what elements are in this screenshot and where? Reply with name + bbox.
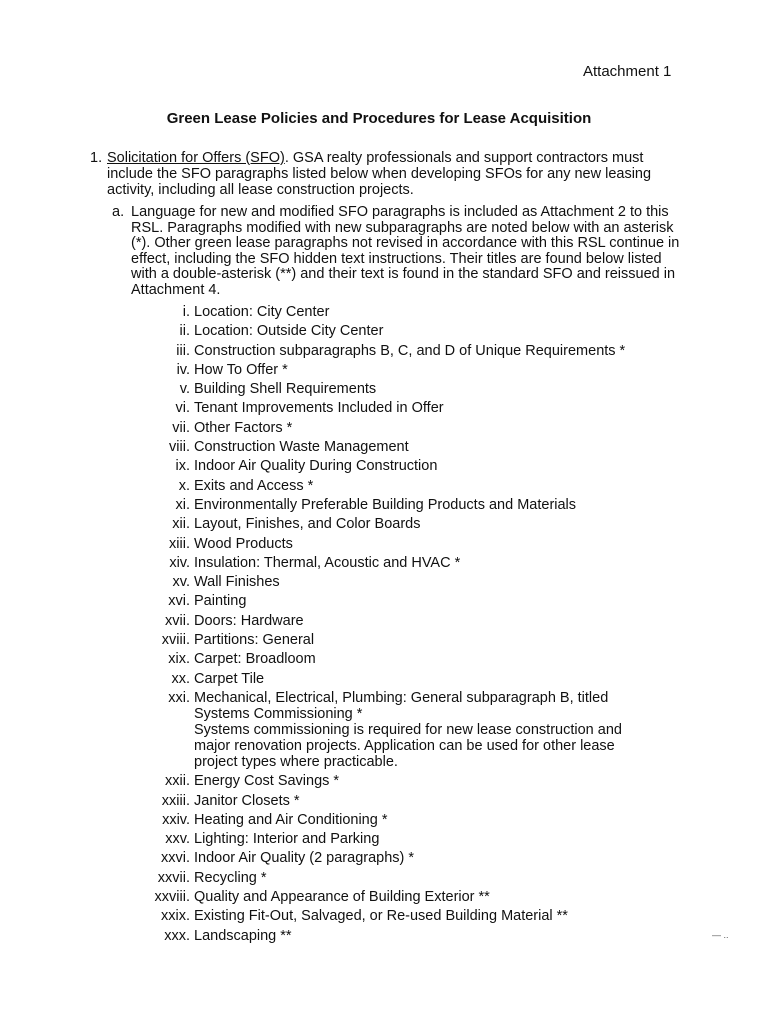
list-item-numeral: viii.: [169, 439, 190, 456]
list-item: [0, 343, 770, 359]
list-item-numeral: xv.: [172, 574, 190, 591]
list-item-numeral: iv.: [176, 361, 190, 378]
list-item-numeral: xxvii.: [157, 869, 190, 886]
list-item-numeral: x.: [178, 477, 190, 494]
list-item: [0, 793, 770, 809]
list-item: [0, 439, 770, 455]
list-item-text: Location: City Center: [194, 304, 330, 320]
list-item: [0, 850, 770, 866]
list-item: [0, 870, 770, 886]
list-item: [0, 555, 770, 571]
list-item-numeral: xviii.: [161, 632, 190, 649]
list-item-numeral: ix.: [175, 458, 190, 475]
list-item-text: Location: Outside City Center: [194, 323, 384, 340]
list-item-numeral: vi.: [175, 400, 190, 417]
list-item-text: Carpet Tile: [194, 670, 265, 687]
list-item-numeral: xvii.: [165, 612, 190, 629]
list-item: [0, 362, 770, 378]
list-item: [0, 613, 770, 629]
list-item: [0, 889, 770, 905]
list-item-text: Doors: Hardware: [194, 612, 304, 629]
list-item: [0, 420, 770, 436]
list-item-text: Lighting: Interior and Parking: [194, 831, 380, 848]
list-item-numeral: i.: [182, 304, 190, 320]
list-item: [0, 516, 770, 532]
list-item-numeral: xxx.: [164, 927, 190, 944]
list-item: [0, 400, 770, 416]
list-item-text: Landscaping **: [194, 927, 292, 944]
list-item: [0, 831, 770, 847]
list-item: [0, 536, 770, 552]
list-item-text: Heating and Air Conditioning *: [194, 811, 388, 828]
list-item-numeral: xii.: [172, 516, 190, 533]
list-item-text: Construction Waste Management: [194, 439, 409, 456]
section-a: [112, 205, 682, 298]
list-item-numeral: iii.: [176, 342, 190, 359]
list-item-text: Painting: [194, 593, 247, 610]
section-1: [90, 150, 690, 198]
list-item-text: Exits and Access *: [194, 477, 314, 494]
section-1-body: [107, 150, 690, 198]
list-item-text: Partitions: General: [194, 632, 315, 649]
list-item-text: Energy Cost Savings *: [194, 773, 340, 790]
list-item-text: Quality and Appearance of Building Exterior **: [194, 889, 490, 906]
list-item-numeral: xxiii.: [161, 792, 190, 809]
list-item-numeral: vii.: [172, 419, 190, 436]
list-item-numeral: xxiv.: [162, 811, 190, 828]
list-item: [0, 323, 770, 339]
list-item-text: Carpet: Broadloom: [194, 651, 316, 668]
list-item: [0, 671, 770, 687]
list-item-text: Construction subparagraphs B, C, and D of Unique Requirements *: [194, 342, 626, 359]
list-item-text: Wood Products: [194, 535, 293, 552]
scan-speck: — ..: [712, 930, 729, 940]
list-item-numeral: xvi.: [168, 593, 190, 610]
list-item-text: Building Shell Requirements: [194, 381, 377, 398]
list-item-text: Indoor Air Quality During Construction: [194, 458, 438, 475]
section-a-letter: a.: [112, 204, 125, 220]
list-item-note: Systems commissioning is required for new lease construction and major renovation projects. Application can be used for other lease project types where practicable.: [194, 721, 622, 770]
list-item-text: How To Offer *: [194, 361, 288, 378]
list-item-numeral: xxi.: [168, 689, 190, 706]
list-item-text: Wall Finishes: [194, 574, 280, 591]
list-item-numeral: xxv.: [165, 831, 190, 848]
list-item: [0, 304, 770, 320]
list-item: [0, 478, 770, 494]
list-item-numeral: xi.: [175, 496, 190, 513]
list-item-text: Tenant Improvements Included in Offer: [194, 400, 444, 417]
list-item-text: Recycling *: [194, 869, 267, 886]
list-item-text: Existing Fit-Out, Salvaged, or Re-used Building Material **: [194, 908, 568, 925]
section-a-text: Language for new and modified SFO paragraphs is included as Attachment 2 to this RSL. Paragraphs modified with new subparagraphs are noted below with an asterisk (*). Other green lease paragraphs not revised in accordance with this RSL continue in effect, including the SFO hidden text instructions. Their titles are found below listed with a double-asterisk (**) and their text is found in the standard SFO and reissued in Attachment 4.: [131, 204, 680, 298]
list-item-text: Other Factors *: [194, 419, 293, 436]
list-item: [0, 651, 770, 667]
list-item: [0, 812, 770, 828]
list-item: [0, 908, 770, 924]
list-item-text: Layout, Finishes, and Color Boards: [194, 516, 421, 533]
section-1-number: 1.: [90, 150, 103, 166]
list-item-numeral: xxviii.: [154, 889, 190, 906]
list-item: [0, 458, 770, 474]
list-item: [0, 497, 770, 513]
list-item-text: Janitor Closets *: [194, 792, 300, 809]
list-item-numeral: xix.: [168, 651, 190, 668]
list-item-numeral: xxii.: [165, 773, 190, 790]
section-1-text: . GSA realty professionals and support contractors must include the SFO paragraphs listed below when developing SFOs for any new leasing activity, including all lease construction projects.: [107, 150, 652, 198]
list-item-numeral: xiii.: [169, 535, 190, 552]
list-item-numeral: v.: [179, 381, 190, 398]
attachment-label: Attachment 1: [583, 63, 672, 80]
list-item-text: Indoor Air Quality (2 paragraphs) *: [194, 850, 415, 867]
list-item: [0, 928, 770, 944]
list-item-numeral: xxvi.: [161, 850, 190, 867]
list-item: [0, 690, 770, 770]
list-item: [0, 632, 770, 648]
list-item-numeral: xiv.: [169, 554, 190, 571]
list-item-numeral: ii.: [179, 323, 190, 340]
list-item: [0, 773, 770, 789]
list-item-text: Insulation: Thermal, Acoustic and HVAC *: [194, 554, 461, 571]
list-item-numeral: xxix.: [161, 908, 190, 925]
page-title: Green Lease Policies and Procedures for Lease Acquisition: [166, 110, 592, 127]
list-item: [0, 574, 770, 590]
list-item-text: Environmentally Preferable Building Products and Materials: [194, 496, 577, 513]
section-1-heading: Solicitation for Offers (SFO): [107, 150, 285, 166]
paragraph-list: [0, 304, 770, 947]
list-item: [0, 381, 770, 397]
list-item-text: Mechanical, Electrical, Plumbing: General subparagraph B, titled Systems Commissioning *: [194, 689, 609, 722]
list-item: [0, 593, 770, 609]
list-item-numeral: xx.: [171, 670, 190, 687]
